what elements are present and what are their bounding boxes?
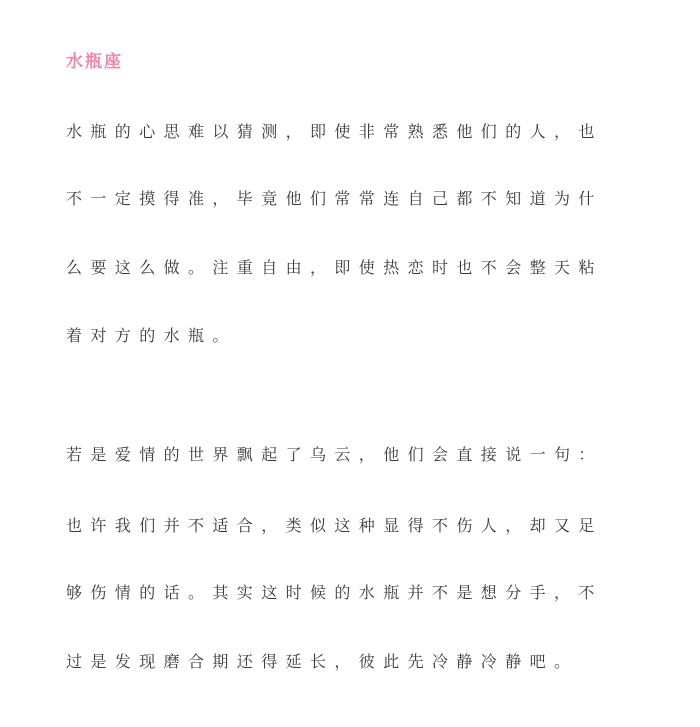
section-title: 水瓶座: [66, 52, 123, 72]
paragraph-1-line-2: 不一定摸得准，毕竟他们常常连自己都不知道为什: [66, 189, 603, 208]
paragraph-1-line-4: 着对方的水瓶。: [66, 326, 237, 345]
paragraph-1-line-1: 水瓶的心思难以猜测，即使非常熟悉他们的人，也: [66, 122, 603, 141]
paragraph-2-line-2: 也许我们并不适合，类似这种显得不伤人，却又足: [66, 516, 603, 535]
paragraph-2-line-3: 够伤情的话。其实这时候的水瓶并不是想分手，不: [66, 583, 603, 602]
paragraph-1-line-3: 么要这么做。注重自由，即使热恋时也不会整天粘: [66, 258, 603, 277]
paragraph-2-line-4: 过是发现磨合期还得延长，彼此先冷静冷静吧。: [66, 652, 579, 671]
paragraph-2-line-1: 若是爱情的世界飘起了乌云，他们会直接说一句：: [66, 445, 603, 464]
